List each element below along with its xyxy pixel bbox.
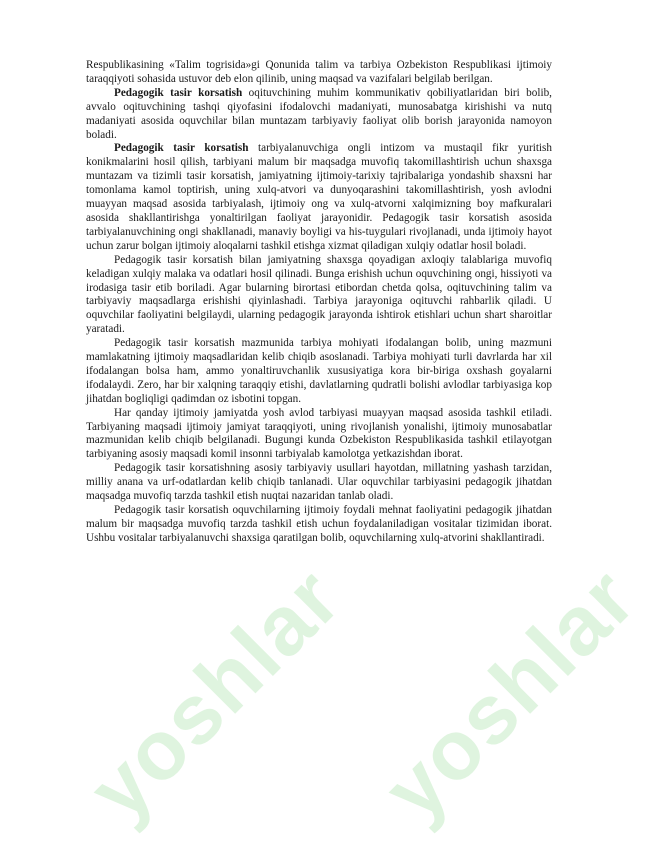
document-body: [86, 59, 552, 546]
paragraph-5: Pedagogik tasir korsatish mazmunida tarbiya mohiyati ifodalangan bolib, uning mazmuni mamlakatning ijtimoiy maqsadlaridan kelib chiqib asoslanadi. Tarbiya mohiyati turli davrlarda har xil ifodalangan bolsa ham, ammo yonaltiruvchanlik xususiyatiga kora bir-biriga oxshash goyalarni ifodalaydi. Zero, har bir xalqning taraqqiy etishi, davlatlarning qudratli bolishi avlodlar tarbiyasiga kop jihatdan bogliqligi qadimdan oz isbotini topgan.: [86, 337, 552, 405]
paragraph-7: Pedagogik tasir korsatishning asosiy tarbiyaviy usullari hayotdan, millatning yashash tarzidan, milliy anana va urf-odatlardan kelib chiqib tanlanadi. Ular oquvchilar tarbiyasini pedagogik jihatdan maqsadga muvofiq tarzda tashkil etish nuqtai nazaridan tanlab oladi.: [86, 462, 552, 503]
paragraph-2: Pedagogik tasir korsatish oqituvchining muhim kommunikativ qobiliyatlaridan biri bolib, avvalo oqituvchining tashqi qiyofasini ifodalovchi madaniyati, munosabatga kirishishi va nutq madaniyati asosida oquvchilar bilan muntazam tarbiyaviy faoliyat olib borish jarayonida namoyon boladi.: [86, 86, 552, 141]
bold-term: Pedagogik tasir korsatish: [114, 86, 243, 99]
paragraph-6: Har qanday ijtimoiy jamiyatda yosh avlod tarbiyasi muayyan maqsad asosida tashkil etiladi. Tarbiyaning maqsadi ijtimoiy jamiyat taraqqiyoti, uning rivojlanish yonalishi, ijtimoiy munosabatlar mazmunidan kelib chiqib belgilanadi. Bugungi kunda Ozbekiston Respublikasida tashkil etilayotgan tarbiyaning asosiy maqsadi komil insonni tarbiyalab kamolotga yetkazishdan iborat.: [86, 406, 552, 461]
bold-term: Pedagogik tasir korsatish: [114, 142, 249, 155]
watermark-right: yoshlar: [365, 549, 654, 838]
paragraph-3: Pedagogik tasir korsatish tarbiyalanuvchiga ongli intizom va mustaqil fikr yuritish konikmalarini hosil qilish, tarbiyani malum bir maqsadga muvofiq takomillashtirish uchun shaxsga muntazam va tizimli tasir korsatish, jamiyatning ijtimoiy-tarixiy tajribalariga yondashib shaxsni har tomonlama kamol toptirish, uning xulq-atvori va dunyoqarashini takomillashtirish, yosh avlodni muayyan maqsad asosida tarbiyalash, ijtimoiy ong va xulq-atvorni xalqimizning boy mafkuralari asosida shakllantirishga yonaltirilgan faoliyat jarayonidir. Pedagogik tasir korsatish asosida tarbiyalanuvchining ongi shakllanadi, manaviy boyligi va his-tuygulari rivojlanadi, unda ijtimoiy hayot uchun zarur bolgan ijtimoiy aloqalarni tashkil etishga xizmat qiladigan xulqiy odatlar hosil boladi.: [86, 142, 552, 252]
watermark-left: yoshlar: [70, 549, 359, 838]
paragraph-8: Pedagogik tasir korsatish oquvchilarning ijtimoiy foydali mehnat faoliyatini pedagogik jihatdan malum bir maqsadga muvofiq tarzda tashkil etish uchun foydalaniladigan vositalar tizimidan iborat. Ushbu vositalar tarbiyalanuvchi shaxsiga qaratilgan bolib, oquvchilarning xulq-atvorini shakllantiradi.: [86, 504, 552, 544]
paragraph-4: Pedagogik tasir korsatish bilan jamiyatning shaxsga qoyadigan axloqiy talablariga muvofiq keladigan xulqiy malaka va odatlari hosil qilinadi. Bunga erishish uchun oquvchining ongi, hissiyoti va irodasiga tasir etib boriladi. Agar bularning birortasi etibordan chetda qolsa, oqituvchining talim va tarbiyaviy maqsadlarga erishishi qiyinlashadi. Tarbiya jarayoniga oqituvchi rahbarlik qiladi. U oquvchilar faoliyatini belgilaydi, ularning pedagogik jarayonda ishtirok etishlari uchun shart sharoitlar yaratadi.: [86, 253, 552, 336]
paragraph-1: Respublikasining «Talim togrisida»gi Qonunida talim va tarbiya Ozbekiston Respublikasi ijtimoiy taraqqiyoti sohasida ustuvor deb elon qilinib, uning maqsad va vazifalari belgilab berilgan.: [86, 59, 552, 85]
